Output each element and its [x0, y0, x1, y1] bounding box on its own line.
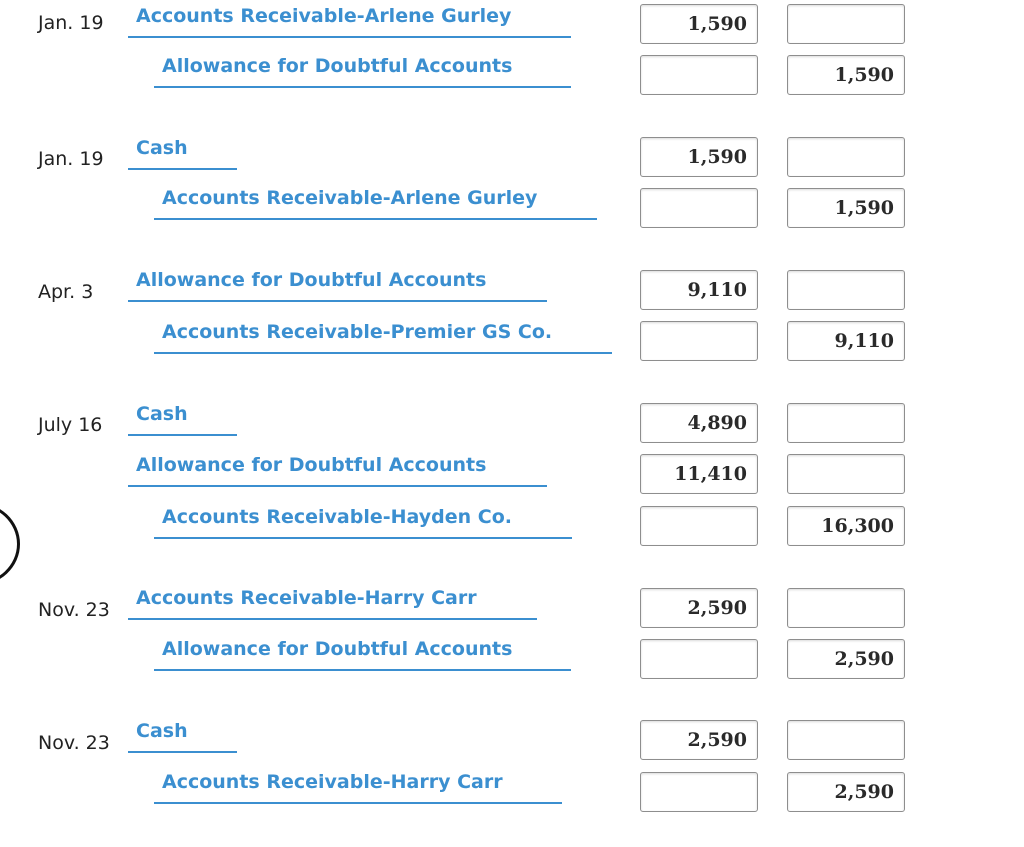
- account-select[interactable]: [128, 134, 237, 170]
- account-select[interactable]: [154, 768, 562, 804]
- entry-date: Jan. 19: [38, 148, 104, 170]
- debit-input[interactable]: [640, 188, 758, 228]
- account-select[interactable]: [128, 400, 237, 436]
- debit-input[interactable]: [640, 321, 758, 361]
- account-label: Allowance for Doubtful Accounts: [162, 638, 513, 660]
- entry-date: July 16: [38, 414, 103, 436]
- debit-input[interactable]: 11,410: [640, 454, 758, 494]
- account-label: Accounts Receivable-Harry Carr: [162, 771, 503, 793]
- account-label: Allowance for Doubtful Accounts: [136, 454, 487, 476]
- account-select[interactable]: [128, 2, 571, 38]
- debit-input[interactable]: 2,590: [640, 588, 758, 628]
- entry-date: Apr. 3: [38, 281, 94, 303]
- entry-date: Jan. 19: [38, 12, 104, 34]
- credit-input[interactable]: 1,590: [787, 55, 905, 95]
- account-label: Accounts Receivable-Premier GS Co.: [162, 321, 553, 343]
- debit-input[interactable]: [640, 772, 758, 812]
- side-circle-control[interactable]: [0, 502, 20, 586]
- debit-input[interactable]: [640, 639, 758, 679]
- credit-input[interactable]: 1,590: [787, 188, 905, 228]
- credit-input[interactable]: 9,110: [787, 321, 905, 361]
- account-label: Cash: [136, 137, 188, 159]
- account-select[interactable]: [154, 52, 571, 88]
- credit-input[interactable]: [787, 4, 905, 44]
- account-select[interactable]: [128, 451, 547, 487]
- credit-input[interactable]: [787, 588, 905, 628]
- account-label: Cash: [136, 403, 188, 425]
- credit-input[interactable]: [787, 270, 905, 310]
- account-label: Accounts Receivable-Arlene Gurley: [136, 5, 512, 27]
- account-select[interactable]: [128, 584, 537, 620]
- account-select[interactable]: [154, 318, 612, 354]
- credit-input[interactable]: [787, 720, 905, 760]
- account-label: Accounts Receivable-Harry Carr: [136, 587, 477, 609]
- credit-input[interactable]: [787, 403, 905, 443]
- account-label: Allowance for Doubtful Accounts: [136, 269, 487, 291]
- debit-input[interactable]: 1,590: [640, 4, 758, 44]
- credit-input[interactable]: [787, 454, 905, 494]
- account-label: Accounts Receivable-Arlene Gurley: [162, 187, 538, 209]
- debit-input[interactable]: 4,890: [640, 403, 758, 443]
- account-select[interactable]: [128, 266, 547, 302]
- account-label: Accounts Receivable-Hayden Co.: [162, 506, 512, 528]
- account-label: Cash: [136, 720, 188, 742]
- account-select[interactable]: [154, 184, 597, 220]
- account-label: Allowance for Doubtful Accounts: [162, 55, 513, 77]
- entry-date: Nov. 23: [38, 732, 110, 754]
- debit-input[interactable]: 2,590: [640, 720, 758, 760]
- credit-input[interactable]: 2,590: [787, 639, 905, 679]
- credit-input[interactable]: 2,590: [787, 772, 905, 812]
- credit-input[interactable]: [787, 137, 905, 177]
- debit-input[interactable]: 9,110: [640, 270, 758, 310]
- entry-date: Nov. 23: [38, 599, 110, 621]
- account-select[interactable]: [154, 503, 572, 539]
- debit-input[interactable]: 1,590: [640, 137, 758, 177]
- credit-input[interactable]: 16,300: [787, 506, 905, 546]
- account-select[interactable]: [128, 717, 237, 753]
- account-select[interactable]: [154, 635, 571, 671]
- debit-input[interactable]: [640, 55, 758, 95]
- debit-input[interactable]: [640, 506, 758, 546]
